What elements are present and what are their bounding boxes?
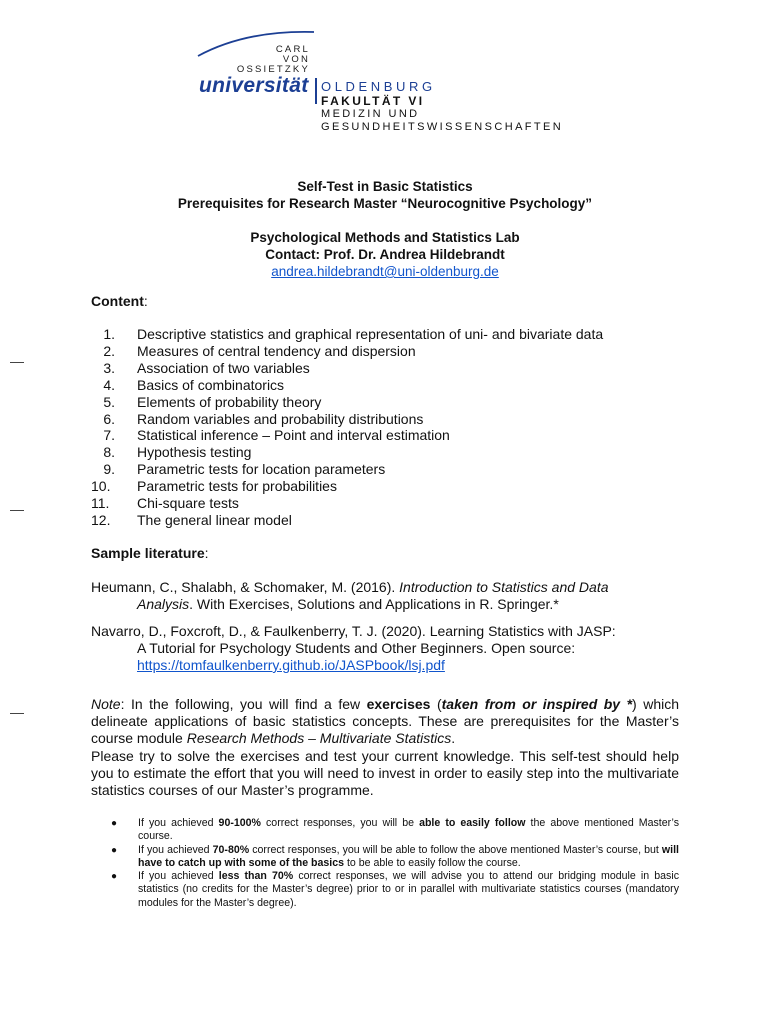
reference-heumann [91, 579, 691, 613]
bullet-text-part: able to easily follow [419, 817, 526, 829]
list-item-text: Parametric tests for probabilities [137, 478, 337, 495]
contact-email-link[interactable]: andrea.hildebrandt@uni-oldenburg.de [271, 264, 499, 279]
list-item [91, 394, 603, 411]
margin-mark [10, 510, 24, 511]
list-item-text: Measures of central tendency and dispersion [137, 342, 416, 359]
list-item-text: Chi-square tests [137, 495, 239, 512]
list-item [91, 377, 603, 394]
list-item-text: Parametric tests for location parameters [137, 461, 386, 478]
ref1-authors: Heumann, C., Shalabh, & Schomaker, M. (2016). [91, 579, 400, 595]
logo-ossietzky: OSSIETZKY [236, 64, 310, 75]
note-taken-from: taken from or inspired by * [441, 696, 633, 712]
list-item-number: 12. [91, 511, 111, 528]
ref2-line2: A Tutorial for Psychology Students and Other Beginners. Open source: [137, 640, 576, 656]
bullet-text-part: 90-100% [218, 817, 261, 829]
note-exercises: exercises [366, 696, 431, 712]
ref2-url-link[interactable]: https://tomfaulkenberry.github.io/JASPbook/lsj.pdf [137, 657, 445, 673]
ref1-title-b: Analysis [137, 596, 190, 612]
bullet-text [138, 870, 679, 910]
bullet-text-part: If you achieved [138, 817, 219, 829]
list-item [91, 444, 603, 461]
bullet-text [138, 844, 679, 871]
content-colon: : [143, 293, 148, 309]
logo-faculty-line1: MEDIZIN UND [321, 108, 420, 120]
list-item-number: 8. [103, 444, 115, 461]
margin-mark [10, 362, 24, 363]
list-item [91, 478, 603, 495]
list-item-text: The general linear model [137, 511, 292, 528]
list-item-text: Statistical inference – Point and interval estimation [137, 427, 450, 444]
list-item-text: Descriptive statistics and graphical representation of uni- and bivariate data [137, 326, 604, 342]
bullet-text-part: the above mentioned Master’s course. [138, 817, 679, 843]
note-paragraph-2: Please try to solve the exercises and test your current knowledge. This self-test should help you to estimate the effort that you will need to invest in order to easily step into the multivariate statistics courses of our Master’s programme. [91, 747, 679, 799]
list-item [91, 411, 603, 428]
list-item [91, 343, 603, 360]
bullet-text-part: less than 70% [218, 870, 294, 883]
bullet-item [111, 817, 679, 844]
list-item [91, 360, 603, 377]
list-item-number: 4. [103, 376, 115, 393]
logo-universitat: universität [199, 74, 309, 97]
list-item [91, 512, 603, 529]
ref2-line1: Navarro, D., Foxcroft, D., & Faulkenberry, T. J. (2020). Learning Statistics with JASP: [91, 623, 616, 639]
lab-name: Psychological Methods and Statistics Lab [250, 230, 520, 245]
bullet-dot-icon: ● [111, 871, 118, 883]
bullet-text-part: to be able to easily follow the course. [344, 856, 521, 869]
list-item [91, 326, 603, 343]
note-text-4: . [451, 730, 456, 747]
bullet-item [111, 844, 679, 871]
list-item-number: 11. [91, 495, 110, 512]
content-heading [91, 293, 148, 309]
list-item-number: 5. [103, 393, 115, 410]
bullet-item [111, 870, 679, 910]
margin-mark [10, 713, 24, 714]
list-item-text: Association of two variables [137, 359, 310, 376]
bullet-text-part: correct responses, you will be able to follow the above mentioned Master’s course, but [249, 843, 662, 856]
note-paragraph [91, 696, 679, 799]
note-text-3: ) which delineate applications of basic statistics concepts. These are prerequisites for the Master’s course module [91, 696, 679, 747]
score-bullets [111, 817, 679, 910]
logo-faculty: FAKULTÄT VI [321, 94, 425, 108]
page-subtitle: Prerequisites for Research Master “Neurocognitive Psychology” [177, 196, 593, 211]
bullet-text-part: If you achieved [138, 843, 213, 856]
bullet-text-part: correct responses, we will advise you to attend our bridging module in basic statistics (no credits for the Master’s degree) prior to or in parallel with multivariate statistics courses (mandatory modules for the Master’s degree). [138, 870, 679, 909]
page-title: Self-Test in Basic Statistics [297, 179, 473, 194]
list-item-number: 3. [103, 359, 115, 376]
bullet-text-part: If you achieved [138, 870, 219, 883]
list-item-number: 9. [103, 461, 115, 478]
list-item [91, 427, 603, 444]
list-item-text: Basics of combinatorics [137, 376, 285, 393]
contact-line: Contact: Prof. Dr. Andrea Hildebrandt [265, 247, 505, 262]
bullet-text [138, 817, 679, 844]
logo-faculty-line2: GESUNDHEITSWISSENSCHAFTEN [321, 121, 564, 133]
list-item-text: Hypothesis testing [137, 444, 252, 461]
logo-divider [315, 78, 317, 104]
note-module: Research Methods – Multivariate Statistics [186, 730, 452, 747]
literature-label: Sample literature [91, 545, 205, 561]
note-label: Note [91, 696, 121, 712]
bullet-text-part: 70-80% [212, 843, 250, 856]
list-item-number: 1. [103, 326, 115, 342]
literature-colon: : [204, 545, 209, 561]
content-list [91, 326, 603, 529]
list-item-number: 6. [103, 410, 115, 427]
bullet-text-part: will have to catch up with some of the basics [138, 843, 679, 869]
reference-navarro [91, 623, 691, 674]
list-item [91, 495, 603, 512]
logo-von: VON [282, 54, 310, 65]
bullet-dot-icon: ● [111, 818, 118, 829]
ref1-title-a: Introduction to Statistics and Data [399, 579, 609, 595]
list-item-text: Elements of probability theory [137, 393, 322, 410]
bullet-text-part: correct responses, you will be [260, 817, 420, 829]
ref1-rest: . With Exercises, Solutions and Applications in R. Springer.* [189, 596, 559, 612]
list-item [91, 461, 603, 478]
content-label: Content [91, 293, 144, 309]
list-item-number: 7. [103, 427, 115, 444]
literature-heading [91, 545, 209, 561]
note-text-1: : In the following, you will find a few [120, 696, 367, 712]
logo-oldenburg: OLDENBURG [321, 79, 436, 94]
bullet-dot-icon: ● [111, 844, 118, 856]
list-item-number: 10. [91, 478, 111, 495]
list-item-text: Random variables and probability distributions [137, 410, 424, 427]
list-item-number: 2. [103, 342, 115, 359]
note-text-2: ( [430, 696, 442, 712]
logo-carl: CARL [275, 44, 310, 55]
